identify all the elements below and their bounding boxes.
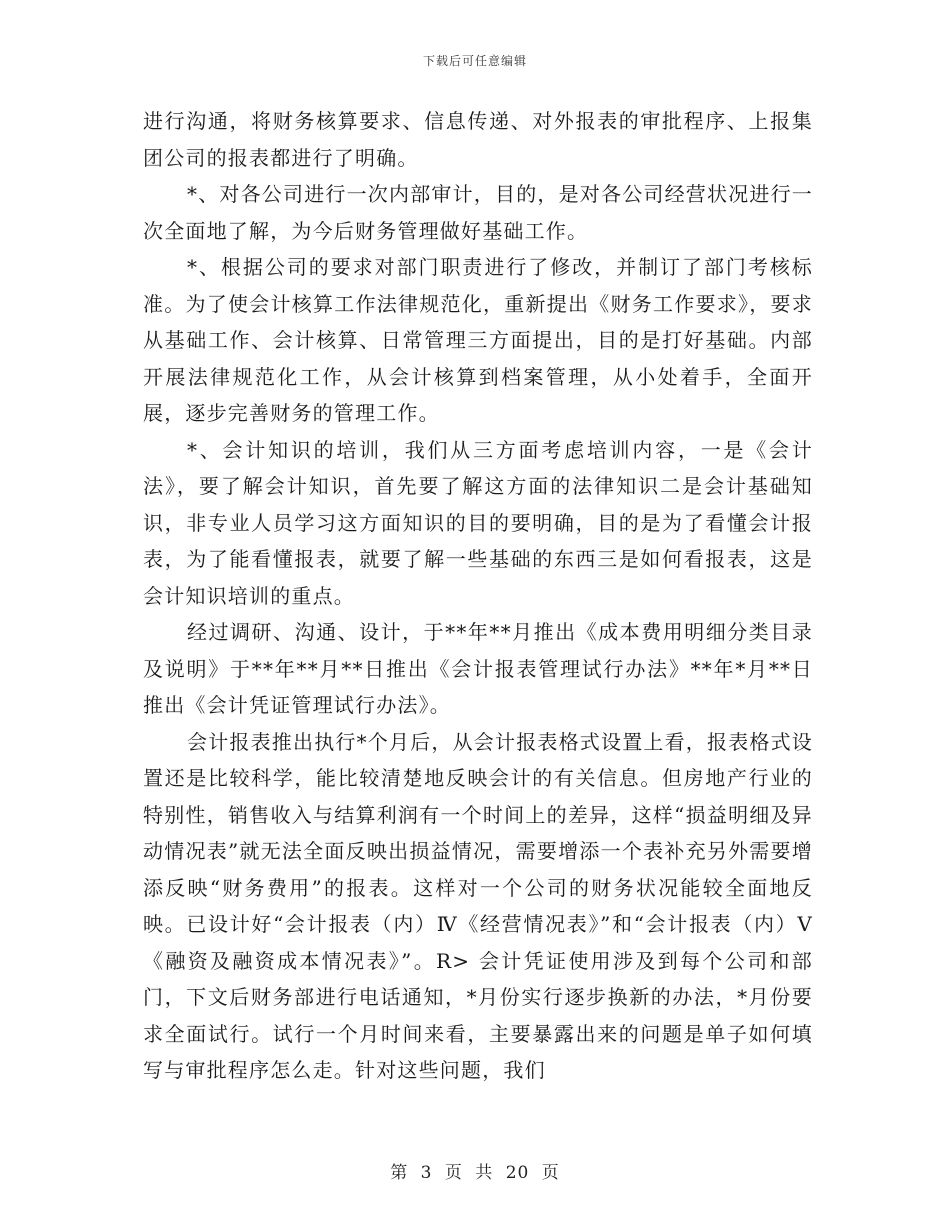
- document-body: [143, 103, 813, 1089]
- paragraph: 会计报表推出执行*个月后，从会计报表格式设置上看，报表格式设置还是比较科学，能比较清楚地反映会计的有关信息。但房地产行业的特别性，销售收入与结算利润有一个时间上的差异，这样“损益明细及异动情况表”就无法全面反映出损益情况，需要增添一个表补充另外需要增添反映“财务费用”的报表。这样对一个公司的财务状况能较全面地反映。已设计好“会计报表（内）Ⅳ《经营情况表》”和“会计报表（内）Ⅴ《融资及融资成本情况表》”。R> 会计凭证使用涉及到每个公司和部门，下文后财务部进行电话通知，*月份实行逐步换新的办法，*月份要求全面试行。试行一个月时间来看，主要暴露出来的问题是单子如何填写与审批程序怎么走。针对这些问题，我们: [143, 729, 813, 1082]
- paragraph: *、会计知识的培训，我们从三方面考虑培训内容，一是《会计法》，要了解会计知识，首先要了解这方面的法律知识二是会计基础知识，非专业人员学习这方面知识的目的要明确，目的是为了看懂会计报表，为了能看懂报表，就要了解一些基础的东西三是如何看报表，这是会计知识培训的重点。: [143, 437, 813, 608]
- paragraph: 进行沟通，将财务核算要求、信息传递、对外报表的审批程序、上报集团公司的报表都进行了明确。: [143, 109, 813, 170]
- page-number-footer: 第 3 页 共 20 页: [390, 1163, 560, 1183]
- paragraph: *、根据公司的要求对部门职责进行了修改，并制订了部门考核标准。为了使会计核算工作法律规范化，重新提出《财务工作要求》，要求从基础工作、会计核算、日常管理三方面提出，目的是打好基础。内部开展法律规范化工作，从会计核算到档案管理，从小处着手，全面开展，逐步完善财务的管理工作。: [143, 255, 813, 425]
- paragraph: *、对各公司进行一次内部审计，目的，是对各公司经营状况进行一次全面地了解，为今后财务管理做好基础工作。: [143, 182, 813, 243]
- page-header: 下载后可任意编辑: [422, 54, 527, 68]
- paragraph: 经过调研、沟通、设计，于**年**月推出《成本费用明细分类目录及说明》于**年**月**日推出《会计报表管理试行办法》**年*月**日推出《会计凭证管理试行办法》。: [143, 620, 813, 717]
